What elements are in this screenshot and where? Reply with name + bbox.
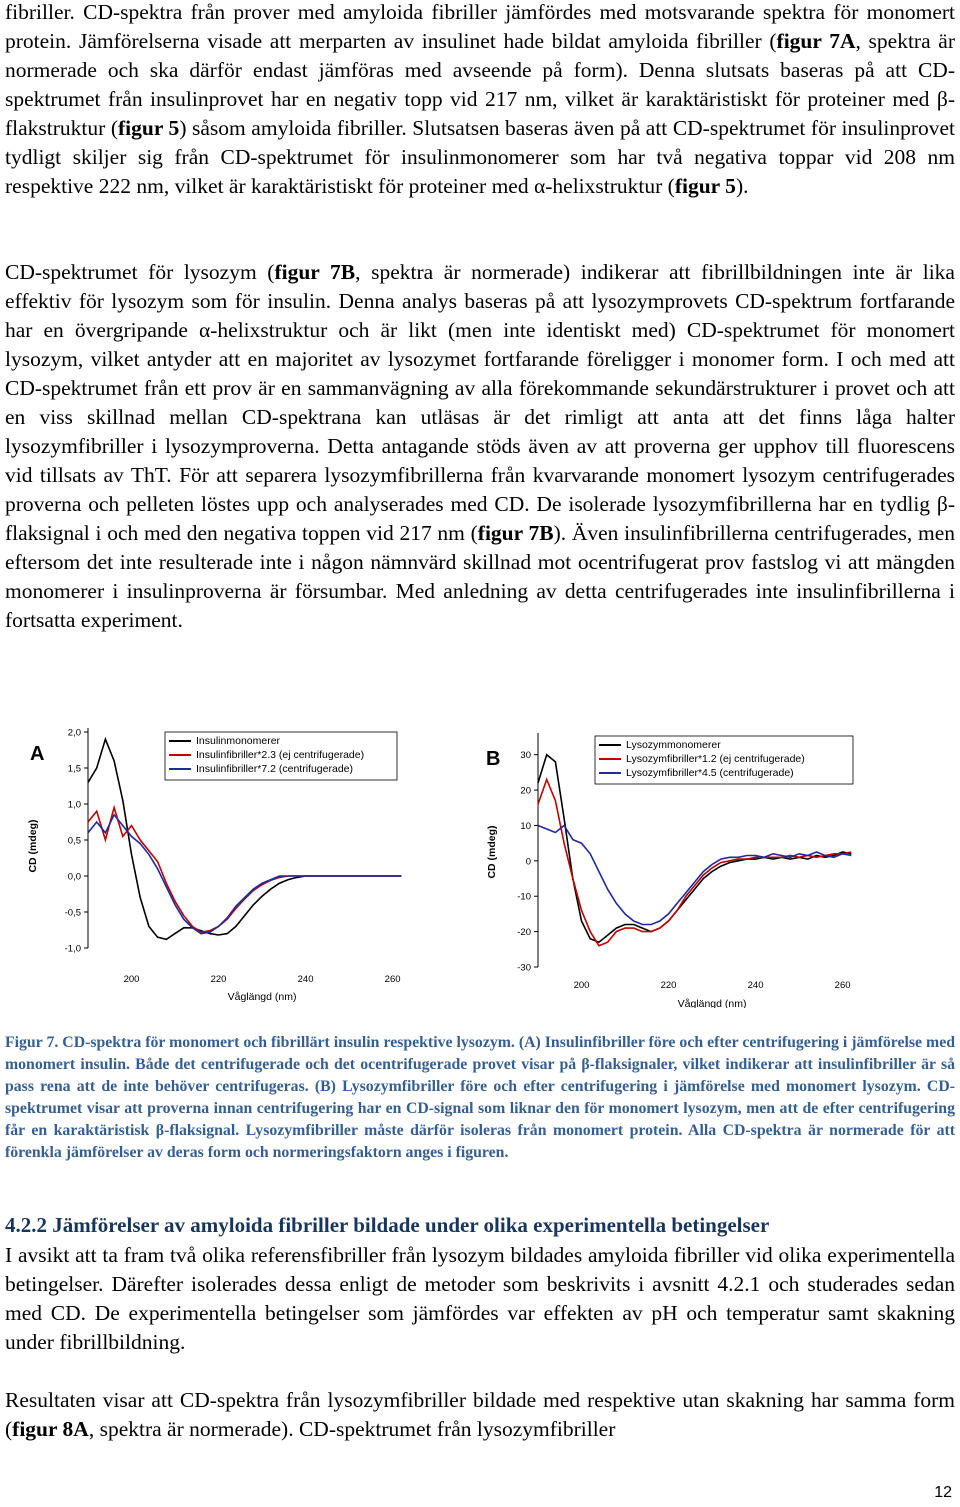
legend-label-1: Lysozymmonomerer [626, 739, 721, 751]
figure-ref-7b-second: figur 7B [477, 521, 554, 545]
p4-text-1: Resultaten visar att CD-spektra från lysozymfibriller bildade med respektive utan skakning har samma form ( [5, 1388, 955, 1441]
y-tick-label: 10 [520, 820, 531, 832]
figure-ref-8a: figur 8A [12, 1417, 89, 1441]
p2-text-2: , spektra är normerade) indikerar att fibrillbildningen inte är lika effektiv för lysozym som för insulin. Denna analys baseras på att lysozymprovets CD-spektrum fortfarande har en övergripande α-helixstruktur och är likt (men inte identiskt med) CD-spektrumet för monomert lysozym, vilket antyder att en majoritet av lysozymet fortfarande föreligger i monomer form. I och med att CD-spektrumet från ett prov är en sammanvägning av alla förekommande sekundärstrukturer i provet och att en viss skillnad mellan CD-spektrana kan utläsas är det rimligt att anta att det finns låga halter lysozymfibriller i lysozymproverna. Detta antagande stöds även av att proverna ger upphov till fluorescens vid tillsats av ThT. För att separera lysozymfibrillerna från kvarvarande monomert lysozym centrifugerades proverna och pelleten löstes upp och analyserades med CD. De isolerade lysozymfibrillerna har en tydlig β-flaksignal i och med den negativa toppen vid 217 nm ( [5, 260, 955, 545]
y-tick-label: 20 [520, 785, 531, 797]
p2-text-3: ). Även insulinfibrillerna centrifugerades, men eftersom det inte resulterade inte i någon nämnvärd skillnad mot ocentrifugerat prov fastslog vi att mängden monomerer i insulinproverna är försumbar. Med anledning av detta centrifugerades inte insulinfibrillerna i fortsatta experiment. [5, 521, 955, 632]
p2-text-1: CD-spektrumet för lysozym ( [5, 260, 275, 284]
x-tick-label: 200 [123, 974, 140, 985]
p1-text-4: ). [735, 174, 749, 198]
y-tick-label: 30 [520, 750, 531, 762]
p1-text-2: , spektra är normerade och ska därför endast jämföras med avseende på form). Denna slutsats baseras på att CD-spektrumet från insulinprovet har en negativ topp vid 217 nm, vilket är karaktäristiskt för proteiner med β-flakstruktur ( [5, 29, 955, 140]
x-axis-label: Våglängd (nm) [677, 998, 747, 1008]
y-axis-label: CD (mdeg) [486, 825, 498, 879]
chart-7b [478, 730, 898, 1008]
page-number: 12 [934, 1484, 952, 1501]
panel-label: B [486, 748, 501, 770]
x-tick-label: 240 [297, 974, 314, 985]
chart-7a [20, 720, 440, 1010]
p1-text-1: fibriller. CD-spektra från prover med amyloida fibriller jämfördes med motsvarande spektra för monomert protein. Jämförelserna visade att merparten av insulinet hade bildat amyloida fibriller ( [5, 0, 955, 53]
y-tick-label: -0,5 [64, 907, 81, 919]
p1-text-3: ) såsom amyloida fibriller. Slutsatsen baseras även på att CD-spektrumet för insulinprovet tydligt skiljer sig från CD-spektrumet för insulinmonomerer som har två negativa toppar vid 208 nm respektive 222 nm, vilket är karaktäristiskt för proteiner med α-helixstruktur ( [5, 116, 955, 198]
figure-caption: Figur 7. CD-spektra för monomert och fibrillärt insulin respektive lysozym. (A) Insulinfibriller före och efter centrifugering i jämförelse med monomert insulin. Både det centrifugerade och det ocentrifugerade provet visar på β-flaksignaler, vilket indikerar att insulinfibriller är så pass rena att de inte behöver centrifugeras. (B) Lysozymfibriller före och efter centrifugering i jämförelse med monomert lysozym. CD-spektrumet visar att proverna innan centrifugering har en CD-signal som liknar den för monomert lysozym, men att de efter centrifugering får en karaktäristisk β-flaksignal. Lysozymfibriller måste därför isoleras från monomert protein. Alla CD-spektra är normerade för att förenkla jämförelser av deras form och normeringsfaktorn anges i figuren. [5, 1034, 955, 1161]
section-heading: 4.2.2 Jämförelser av amyloida fibriller bildade under olika experimentella betingelser [5, 1213, 770, 1237]
y-tick-label: 1,5 [67, 763, 81, 775]
paragraph-2 [5, 258, 955, 635]
y-tick-label: -20 [517, 927, 531, 939]
paragraph-4 [5, 1386, 955, 1444]
paragraph-3: I avsikt att ta fram två olika referensfibriller från lysozym bildades amyloida fibriller vid olika experimentella betingelser. Därefter isolerades dessa enligt de metoder som beskrivits i avsnitt 4.2.1 och studerades sedan med CD. De experimentella betingelser som jämfördes var effekten av pH och temperatur samt skakning under fibrillbildning. [5, 1243, 955, 1354]
x-tick-label: 240 [747, 980, 764, 991]
figure-ref-7a: figur 7A [776, 29, 856, 53]
x-tick-label: 260 [384, 974, 401, 985]
legend-label-2: Insulinfibriller*2.3 (ej centrifugerade) [196, 749, 365, 761]
y-tick-label: 1,0 [67, 799, 81, 811]
series-line-3 [538, 826, 851, 925]
x-tick-label: 220 [660, 980, 677, 991]
y-tick-label: -10 [517, 891, 531, 903]
panel-label: A [30, 743, 45, 765]
legend-label-2: Lysozymfibriller*1.2 (ej centrifugerade) [626, 753, 805, 765]
y-tick-label: 2,0 [67, 727, 81, 739]
y-axis-label: CD (mdeg) [27, 819, 39, 873]
figure-ref-5b: figur 5 [674, 174, 736, 198]
p4-text-2: , spektra är normerade). CD-spektrumet från lysozymfibriller [88, 1417, 616, 1441]
figure-ref-5: figur 5 [118, 116, 180, 140]
y-tick-label: 0,0 [67, 871, 81, 883]
legend-label-3: Insulinfibriller*7.2 (centrifugerade) [196, 763, 353, 775]
x-tick-label: 200 [573, 980, 590, 991]
y-tick-label: -30 [517, 962, 531, 974]
y-tick-label: 0,5 [67, 835, 81, 847]
x-tick-label: 260 [834, 980, 851, 991]
y-tick-label: 0 [525, 856, 531, 868]
x-tick-label: 220 [210, 974, 227, 985]
paragraph-1 [5, 0, 955, 201]
legend-label-1: Insulinmonomerer [196, 735, 281, 747]
legend-label-3: Lysozymfibriller*4.5 (centrifugerade) [626, 767, 794, 779]
figure-ref-7b: figur 7B [274, 260, 356, 284]
y-tick-label: -1,0 [64, 943, 81, 955]
series-line-2 [538, 780, 851, 946]
x-axis-label: Våglängd (nm) [227, 991, 297, 1003]
